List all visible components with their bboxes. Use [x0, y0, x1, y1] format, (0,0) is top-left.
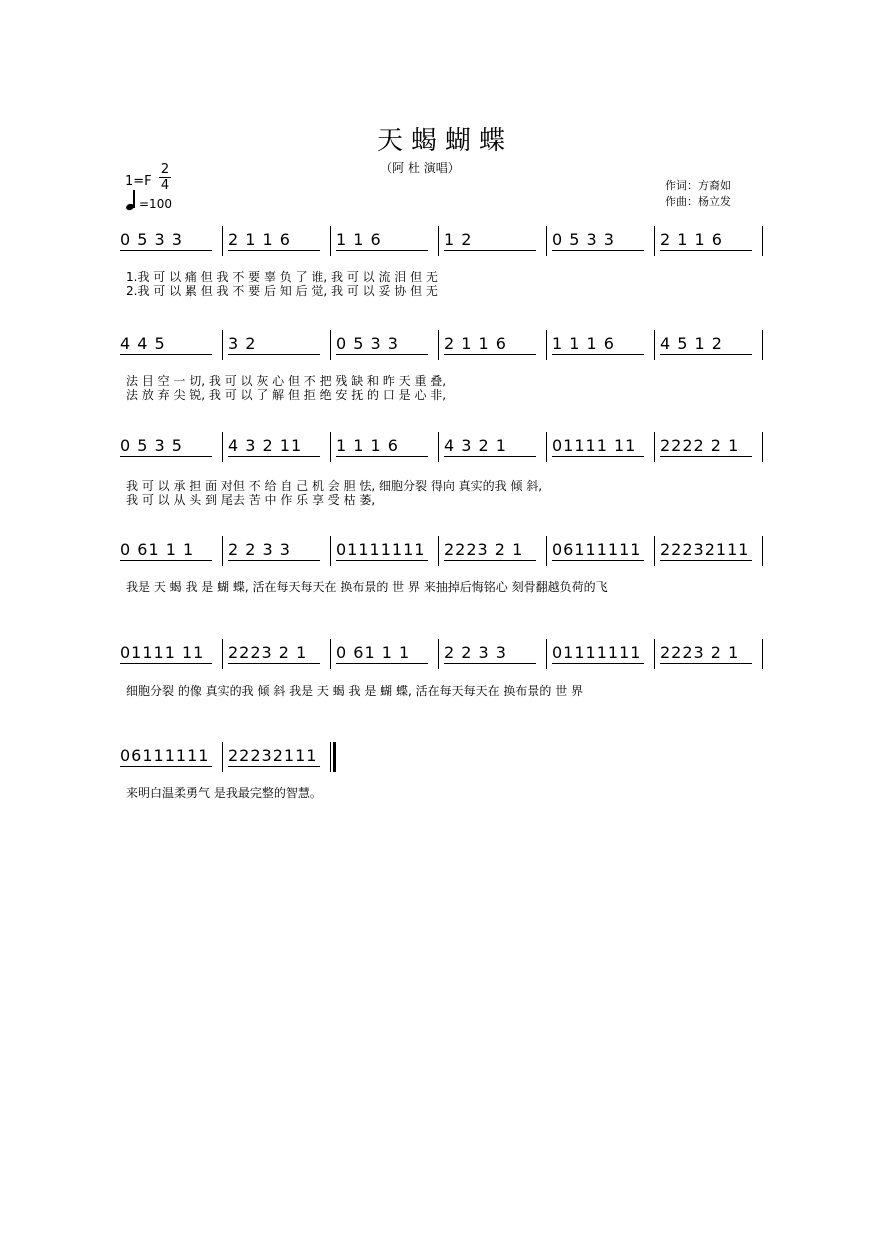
beam-underline — [552, 456, 644, 457]
beam-underline — [228, 663, 320, 664]
measure-notes: 2 1 1 6 — [228, 230, 291, 249]
lyrics-line: 我是 天 蝎 我 是 蝴 蝶, 活在每天每天在 换布景的 世 界 来抽掉后悔铭心 刻骨翻越负荷的飞 — [126, 580, 608, 594]
beam-underline — [660, 250, 752, 251]
barline — [654, 330, 655, 360]
barline — [222, 742, 223, 772]
beam-underline — [336, 663, 428, 664]
tempo-value: =100 — [139, 197, 172, 211]
quarter-note-icon — [124, 190, 138, 212]
barline — [330, 536, 331, 566]
beam-underline — [120, 766, 212, 767]
barline — [546, 226, 547, 256]
measure-notes: 2223 2 1 — [660, 643, 740, 662]
lyrics-line: 细胞分裂 的像 真实的我 倾 斜 我是 天 蝎 我 是 蝴 蝶, 活在每天每天在 换布景的 世 界 — [126, 684, 584, 698]
barline — [654, 639, 655, 669]
music-system — [118, 332, 766, 362]
barline — [762, 536, 763, 566]
beam-underline — [660, 560, 752, 561]
measure-notes: 4 3 2 11 — [228, 436, 303, 455]
measure-notes: 22232111 — [228, 746, 318, 765]
beam-underline — [552, 250, 644, 251]
measure-notes: 01111 11 — [120, 643, 205, 662]
beam-underline — [444, 250, 536, 251]
measure-notes: 3 2 — [228, 334, 257, 353]
lyrics-line: 我 可 以 从 头 到 尾去 苦 中 作 乐 享 受 枯 萎, — [126, 493, 376, 507]
measure-notes: 0 5 3 3 — [120, 230, 183, 249]
beam-underline — [228, 560, 320, 561]
composer-credit: 作曲：杨立发 — [665, 195, 731, 208]
beam-underline — [336, 354, 428, 355]
beam-underline — [120, 663, 212, 664]
measure-notes: 2 2 3 3 — [444, 643, 507, 662]
beam-underline — [552, 663, 644, 664]
barline — [546, 330, 547, 360]
performer-subtitle: （阿 杜 演唱） — [380, 161, 460, 175]
barline — [330, 226, 331, 256]
measure-notes: 06111111 — [120, 746, 210, 765]
beam-underline — [444, 456, 536, 457]
music-system — [118, 228, 766, 258]
beam-underline — [120, 250, 212, 251]
barline — [546, 432, 547, 462]
barline — [438, 330, 439, 360]
barline — [222, 226, 223, 256]
measure-notes: 1 1 6 — [336, 230, 382, 249]
beam-underline — [228, 456, 320, 457]
lyricist-credit: 作词：方裔如 — [665, 179, 731, 192]
barline — [222, 536, 223, 566]
lyrics-line: 来明白温柔勇气 是我最完整的智慧。 — [126, 786, 322, 800]
beam-underline — [336, 560, 428, 561]
barline — [546, 536, 547, 566]
tempo-marking — [124, 190, 172, 212]
barline — [546, 639, 547, 669]
beam-underline — [120, 456, 212, 457]
beam-underline — [660, 354, 752, 355]
beam-underline — [228, 250, 320, 251]
measure-notes: 1 2 — [444, 230, 473, 249]
beam-underline — [444, 663, 536, 664]
barline — [438, 639, 439, 669]
measure-notes: 2222 2 1 — [660, 436, 740, 455]
measure-notes: 2223 2 1 — [444, 540, 524, 559]
measure-notes: 4 5 1 2 — [660, 334, 723, 353]
time-signature-bottom: 4 — [160, 178, 170, 193]
lyrics-line: 法 目 空 一 切, 我 可 以 灰 心 但 不 把 残 缺 和 昨 天 重 叠, — [126, 374, 447, 388]
measure-notes: 4 4 5 — [120, 334, 166, 353]
beam-underline — [120, 560, 212, 561]
measure-notes: 4 3 2 1 — [444, 436, 507, 455]
beam-underline — [336, 250, 428, 251]
measure-notes: 0 61 1 1 — [120, 540, 195, 559]
beam-underline — [660, 663, 752, 664]
lyrics-line: 法 放 弃 尖 锐, 我 可 以 了 解 但 拒 绝 安 抚 的 口 是 心 非, — [126, 388, 447, 402]
music-system — [118, 538, 766, 568]
measure-notes: 1 1 1 6 — [552, 334, 615, 353]
song-title: 天蝎蝴蝶 — [376, 126, 513, 156]
measure-notes: 22232111 — [660, 540, 750, 559]
barline — [330, 330, 331, 360]
beam-underline — [552, 560, 644, 561]
beam-underline — [120, 354, 212, 355]
beam-underline — [552, 354, 644, 355]
barline — [762, 432, 763, 462]
barline — [654, 226, 655, 256]
barline — [762, 639, 763, 669]
music-system — [118, 434, 766, 464]
beam-underline — [444, 560, 536, 561]
beam-underline — [228, 354, 320, 355]
measure-notes: 06111111 — [552, 540, 642, 559]
barline — [330, 432, 331, 462]
measure-notes: 2 1 1 6 — [444, 334, 507, 353]
barline — [762, 330, 763, 360]
beam-underline — [336, 456, 428, 457]
measure-notes: 0 61 1 1 — [336, 643, 411, 662]
key-signature: 1=F — [125, 174, 152, 189]
beam-underline — [660, 456, 752, 457]
lyrics-line: 2.我 可 以 累 但 我 不 要 后 知 后 觉, 我 可 以 妥 协 但 无 — [126, 284, 438, 298]
time-signature — [158, 163, 172, 192]
music-system — [118, 641, 766, 671]
measure-notes: 0 5 3 3 — [336, 334, 399, 353]
barline — [438, 226, 439, 256]
beam-underline — [444, 354, 536, 355]
barline — [222, 330, 223, 360]
measure-notes: 2223 2 1 — [228, 643, 308, 662]
measure-notes: 2 1 1 6 — [660, 230, 723, 249]
barline — [222, 432, 223, 462]
measure-notes: 0 5 3 5 — [120, 436, 183, 455]
lyrics-line: 我 可 以 承 担 面 对但 不 给 自 己 机 会 胆 怯, 细胞分裂 得向 真实的我 倾 斜, — [126, 479, 543, 493]
measure-notes: 01111111 — [336, 540, 426, 559]
repeat-barline — [333, 742, 336, 772]
beam-underline — [228, 766, 320, 767]
barline — [330, 742, 331, 772]
measure-notes: 1 1 1 6 — [336, 436, 399, 455]
barline — [654, 432, 655, 462]
barline — [762, 226, 763, 256]
barline — [438, 536, 439, 566]
time-signature-top: 2 — [160, 162, 170, 177]
measure-notes: 01111111 — [552, 643, 642, 662]
measure-notes: 01111 11 — [552, 436, 637, 455]
lyrics-line: 1.我 可 以 痛 但 我 不 要 辜 负 了 谁, 我 可 以 流 泪 但 无 — [126, 270, 438, 284]
measure-notes: 0 5 3 3 — [552, 230, 615, 249]
measure-notes: 2 2 3 3 — [228, 540, 291, 559]
barline — [222, 639, 223, 669]
barline — [330, 639, 331, 669]
barline — [438, 432, 439, 462]
music-system — [118, 744, 766, 774]
credits — [665, 178, 731, 210]
barline — [654, 536, 655, 566]
